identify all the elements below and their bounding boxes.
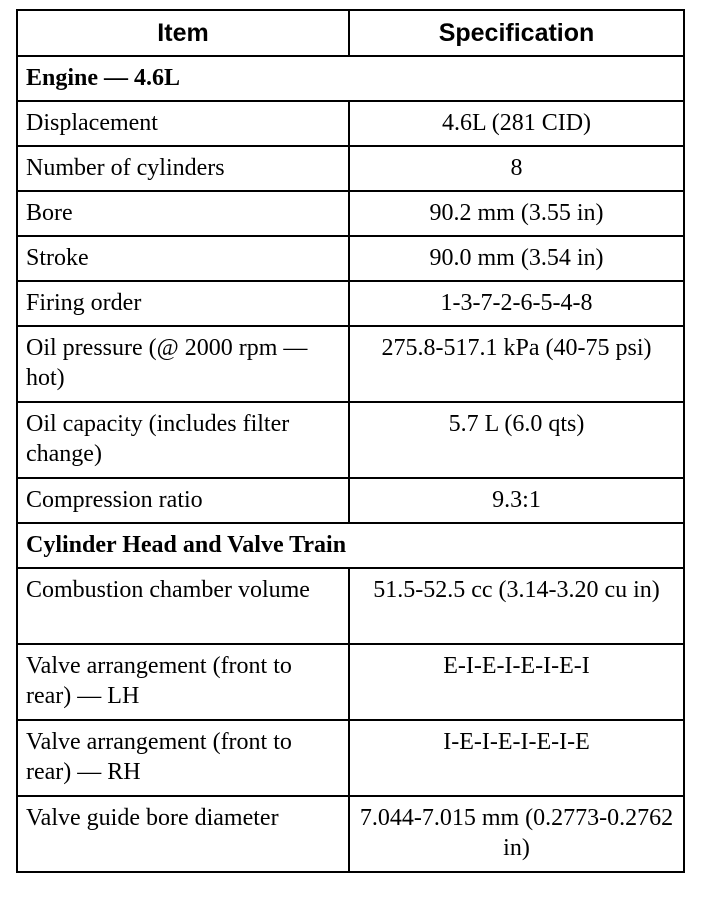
row-spec: 8 [349,146,684,191]
row-item: Valve guide bore diameter [17,796,349,872]
table-row [17,146,684,191]
row-spec: 4.6L (281 CID) [349,101,684,146]
row-spec: I-E-I-E-I-E-I-E [349,720,684,796]
row-item: Valve arrangement (front to rear) — LH [17,644,349,720]
table-header-row [17,10,684,56]
row-item: Firing order [17,281,349,326]
row-spec: 7.044-7.015 mm (0.2773-0.2762 in) [349,796,684,872]
table-row [17,568,684,644]
row-spec: E-I-E-I-E-I-E-I [349,644,684,720]
row-item: Number of cylinders [17,146,349,191]
row-item: Combustion chamber volume [17,568,349,644]
row-spec: 90.0 mm (3.54 in) [349,236,684,281]
section-title-cylinder-head: Cylinder Head and Valve Train [17,523,684,568]
row-spec: 275.8-517.1 kPa (40-75 psi) [349,326,684,402]
row-item: Oil capacity (includes filter change) [17,402,349,478]
row-spec: 90.2 mm (3.55 in) [349,191,684,236]
row-spec: 1-3-7-2-6-5-4-8 [349,281,684,326]
table-row [17,478,684,523]
specification-table [16,9,685,873]
row-spec: 5.7 L (6.0 qts) [349,402,684,478]
section-header-row [17,56,684,101]
section-header-row [17,523,684,568]
table-row [17,281,684,326]
table-row [17,101,684,146]
row-item: Displacement [17,101,349,146]
row-item: Oil pressure (@ 2000 rpm — hot) [17,326,349,402]
table-row [17,326,684,402]
table-row [17,644,684,720]
table-row [17,402,684,478]
table-row [17,720,684,796]
row-item: Compression ratio [17,478,349,523]
section-title-engine: Engine — 4.6L [17,56,684,101]
column-header-item: Item [17,10,349,56]
row-spec: 9.3:1 [349,478,684,523]
column-header-specification: Specification [349,10,684,56]
row-item: Stroke [17,236,349,281]
row-spec: 51.5-52.5 cc (3.14-3.20 cu in) [349,568,684,644]
table-row [17,191,684,236]
row-item: Valve arrangement (front to rear) — RH [17,720,349,796]
table-row [17,796,684,872]
table-row [17,236,684,281]
row-item: Bore [17,191,349,236]
